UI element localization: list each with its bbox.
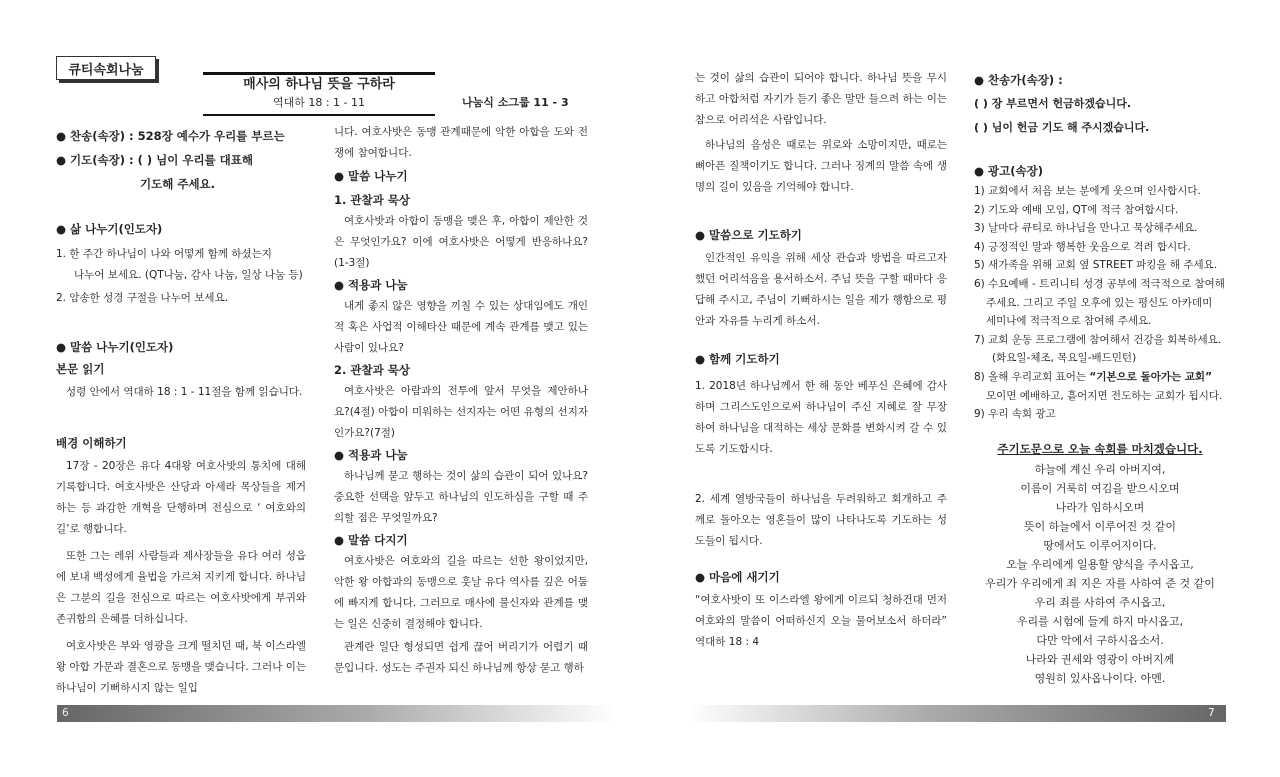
apply-1-text: 내게 좋지 않은 영향을 끼칠 수 있는 상대임에도 개인적 혹은 사업적 이해타산 때문에 계속 관계를 맺고 있는 사람이 있나요? [334, 300, 588, 354]
announcement-item-cont: 세미나에 적극적으로 참여해 주세요. [986, 315, 1152, 328]
hymn-heading: ● 찬송가(속장) : [974, 73, 1063, 87]
life-item-1: 1. 한 주간 하나님이 나와 어떻게 함께 하셨는지 [56, 248, 272, 260]
lords-prayer-line: 땅에서도 이루어지이다. [1043, 538, 1157, 552]
background-paragraph-1: 17장 - 20장은 유다 4대왕 여호사밧의 통치에 대해 기록합니다. 여호사밧은 산당과 아세라 목상들을 제거하는 등 과감한 개혁을 단행하며 전심으로 ‘ 여호와의 길’로 행합니다. [56, 460, 306, 535]
offering-prayer-line: ( ) 님이 헌금 기도 해 주시겠습니다. [974, 121, 1150, 134]
lords-prayer-line: 오늘 우리에게 일용할 양식을 주시옵고, [1006, 557, 1194, 571]
motto-intro: 8) 올해 우리교회 표어는 [974, 370, 1087, 383]
announcement-item: 1) 교회에서 처음 보는 분에게 웃으며 인사합시다. [974, 185, 1201, 197]
announcement-item: 4) 긍정적인 말과 행복한 웃음으로 격려 합시다. [974, 240, 1191, 253]
column-1 [56, 124, 306, 699]
lords-prayer-line: 뜻이 하늘에서 이루어진 것 같이 [1023, 519, 1177, 533]
apply-1-heading: ● 적용과 나눔 [334, 278, 408, 292]
motto-text: “기본으로 돌아가는 교회” [1089, 370, 1212, 383]
lords-prayer-line: 이름이 거룩히 여김을 받으시오며 [1020, 481, 1180, 495]
group-label: 나눔식 소그룹 11 - 3 [462, 96, 569, 109]
continued-text: 는 것이 삶의 습관이 되어야 합니다. 하나님 뜻을 무시하고 아합처럼 자기가 듣기 좋은 말만 들으려 하는 이는 참으로 어리석은 사람입니다. [695, 72, 947, 126]
column-3 [695, 68, 947, 653]
announcements-list [974, 182, 1226, 424]
page-number-right: 7 [1208, 707, 1215, 719]
announcement-item: 6) 수요예배 - 트리니티 성경 공부에 적극적으로 참여해 [974, 277, 1225, 290]
lords-prayer-heading: 주기도문으로 오늘 속회를 마치겠습니다. [997, 441, 1203, 456]
lords-prayer-line: 나라와 권세와 영광이 아버지께 [1025, 652, 1175, 666]
apply-2-heading: ● 적용과 나눔 [334, 448, 408, 462]
reading-text: 성령 안에서 역대하 18 : 1 - 11절을 함께 읽습니다. [66, 386, 303, 398]
apply-2-text: 하나님께 묻고 행하는 것이 삶의 습관이 되어 있나요? 중요한 선택을 앞두고 하나님의 인도하심을 구할 때 주의할 점은 무엇일까요? [334, 470, 588, 524]
pray-with-word-heading: ● 말씀으로 기도하기 [695, 228, 802, 242]
column-2 [334, 122, 588, 679]
scripture-reference: 역대하 18 : 1 - 11 [272, 96, 366, 109]
announcement-item: 2) 기도와 예배 모임, QT에 적극 참여합시다. [974, 203, 1179, 216]
memorize-heading: ● 마음에 새기기 [695, 570, 780, 584]
lords-prayer-line: 우리가 우리에게 죄 지은 자를 사하여 준 것 같이 [985, 576, 1215, 590]
title-rule-top [203, 72, 435, 75]
announcement-item: 3) 날마다 큐티로 하나님을 만나고 묵상해주세요. [974, 222, 1198, 235]
observe-2-text: 여호사밧은 아람과의 전투에 앞서 무엇을 제안하나요?(4절) 아합이 미워하는 선지자는 어떤 유형의 선지자인가요?(7절) [334, 385, 588, 439]
lords-prayer-line: 다만 악에서 구하시옵소서. [1036, 633, 1164, 647]
pray-together-item-2: 2. 세계 열방국들이 하나님을 두려워하고 회개하고 주께로 돌아오는 영혼들이 많이 나타나도록 기도하는 성도들이 됩시다. [695, 493, 947, 547]
column-4 [974, 68, 1226, 688]
meditation-paragraph: 하나님의 음성은 때로는 위로와 소망이지만, 때로는 뼈아픈 질책이기도 합니다. 그러나 징계의 말씀 속에 생명의 길이 있음을 기억해야 합니다. [695, 139, 947, 193]
lords-prayer-line: 우리를 시험에 들게 하지 마시옵고, [1016, 614, 1184, 628]
word-share-heading: ● 말씀 나누기(인도자) [56, 340, 174, 354]
background-heading: 배경 이해하기 [56, 436, 127, 450]
resolve-heading: ● 말씀 다지기 [334, 533, 408, 547]
lords-prayer [974, 460, 1226, 688]
pray-together-heading: ● 함께 기도하기 [695, 352, 780, 366]
pray-together-item-1: 1. 2018년 하나님께서 한 해 동안 베푸신 은혜에 감사하며 그리스도인으로써 하나님이 주신 지혜로 잘 무장하여 하나님을 대적하는 세상 문화를 변화시켜 갈 수 있도록 기도합시다. [695, 380, 947, 455]
life-item-2: 2. 암송한 성경 구절을 나누어 보세요. [56, 292, 229, 304]
word-share-subheading: ● 말씀 나누기 [334, 169, 408, 183]
announcements-heading: ● 광고(속장) [974, 164, 1043, 178]
section-tag: 큐티속회나눔 [56, 56, 156, 80]
life-item-1-cont: 나누어 보세요. (QT나눔, 감사 나눔, 일상 나눔 등) [74, 269, 303, 281]
observe-1-heading: 1. 관찰과 묵상 [334, 193, 410, 207]
announcement-item-cont: 모이면 예배하고, 흩어지면 전도하는 교회가 됩시다. [986, 389, 1223, 402]
hymn-offering-line: ( ) 장 부르면서 헌금하겠습니다. [974, 97, 1132, 110]
announcement-item-cont: 주세요. 그리고 주일 오후에 있는 평신도 아카데미 [986, 296, 1213, 309]
background-paragraph-2: 또한 그는 레위 사람들과 제사장들을 유다 여러 성읍에 보내 백성에게 율법을 가르쳐 지키게 합니다. 하나님은 그분의 길을 전심으로 따르는 여호사밧에게 부귀와 존귀함의 은혜를 더하십니다. [56, 550, 306, 625]
observe-1-text: 여호사밧과 아합이 동맹을 맺은 후, 아합이 제안한 것은 무엇인가요? 이에 여호사밧은 어떻게 반응하나요?(1-3절) [334, 215, 588, 269]
announcement-item-cont: (화요일-체조, 목요일-배드민턴) [992, 352, 1137, 365]
prayer-line: ● 기도(속장) : ( ) 님이 우리를 대표해 [56, 153, 253, 167]
footer-bar-left [57, 705, 616, 722]
hymn-line: ● 찬송(속장) : 528장 예수가 우리를 부르는 [56, 129, 285, 143]
pray-with-word-text: 인간적인 유익을 위해 세상 관습과 방법을 따르고자 했던 어리석음을 용서하소서. 주님 뜻을 구할 때마다 응답해 주시고, 주님이 기뻐하시는 일을 제가 행함으로 평안과 자유를 누리게 하소서. [695, 252, 947, 327]
reading-heading: 본문 읽기 [56, 362, 105, 376]
resolve-paragraph-1: 여호사밧은 여호와의 길을 따르는 선한 왕이었지만, 악한 왕 아합과의 동맹으로 훗날 유다 역사를 깊은 어둠에 빠지게 합니다. 그러므로 매사에 불신자와 관계를 맺는 일은 신중히 결정해야 합니다. [334, 555, 588, 630]
lords-prayer-line: 우리 죄를 사하여 주시옵고, [1034, 595, 1166, 609]
prayer-line-cont: 기도해 주세요. [140, 177, 216, 191]
page-number-left: 6 [62, 707, 69, 719]
footer-bar-right [688, 705, 1226, 722]
lords-prayer-line: 하늘에 계신 우리 아버지여, [1034, 462, 1166, 476]
announcement-item: 7) 교회 운동 프로그램에 참여해서 건강을 회복하세요. [974, 333, 1222, 346]
background-paragraph-3: 여호사밧은 부와 영광을 크게 떨치던 때, 북 이스라엘 왕 아합 가문과 결혼으로 동맹을 맺습니다. 그러나 이는 하나님이 기뻐하시지 않는 일입 [56, 640, 306, 694]
resolve-paragraph-2: 관계란 일단 형성되면 쉽게 끊어 버리기가 어렵기 때문입니다. 성도는 주권자 되신 하나님께 항상 묻고 행하 [334, 641, 588, 674]
announcement-item: 5) 새가족을 위해 교회 옆 STREET 파킹을 해 주세요. [974, 259, 1218, 272]
page-title: 매사의 하나님 뜻을 구하라 [243, 77, 395, 92]
announcement-item [974, 368, 1226, 387]
lords-prayer-line: 나라가 임하시오며 [1055, 500, 1145, 514]
life-share-heading: ● 삶 나누기(인도자) [56, 222, 163, 236]
title-rule-bottom [203, 114, 435, 116]
observe-2-heading: 2. 관찰과 묵상 [334, 363, 410, 377]
lords-prayer-line: 영원히 있사옵나이다. 아멘. [1034, 671, 1166, 685]
announcement-item: 9) 우리 속회 광고 [974, 408, 1056, 421]
memory-verse: “여호사밧이 또 이스라엘 왕에게 이르되 청하건대 먼저 여호와의 말씀이 어떠하신지 오늘 물어보소서 하더라” 역대하 18 : 4 [695, 594, 947, 648]
continued-text: 니다. 여호사밧은 동맹 관계때문에 악한 아합을 도와 전쟁에 참여합니다. [334, 126, 588, 159]
